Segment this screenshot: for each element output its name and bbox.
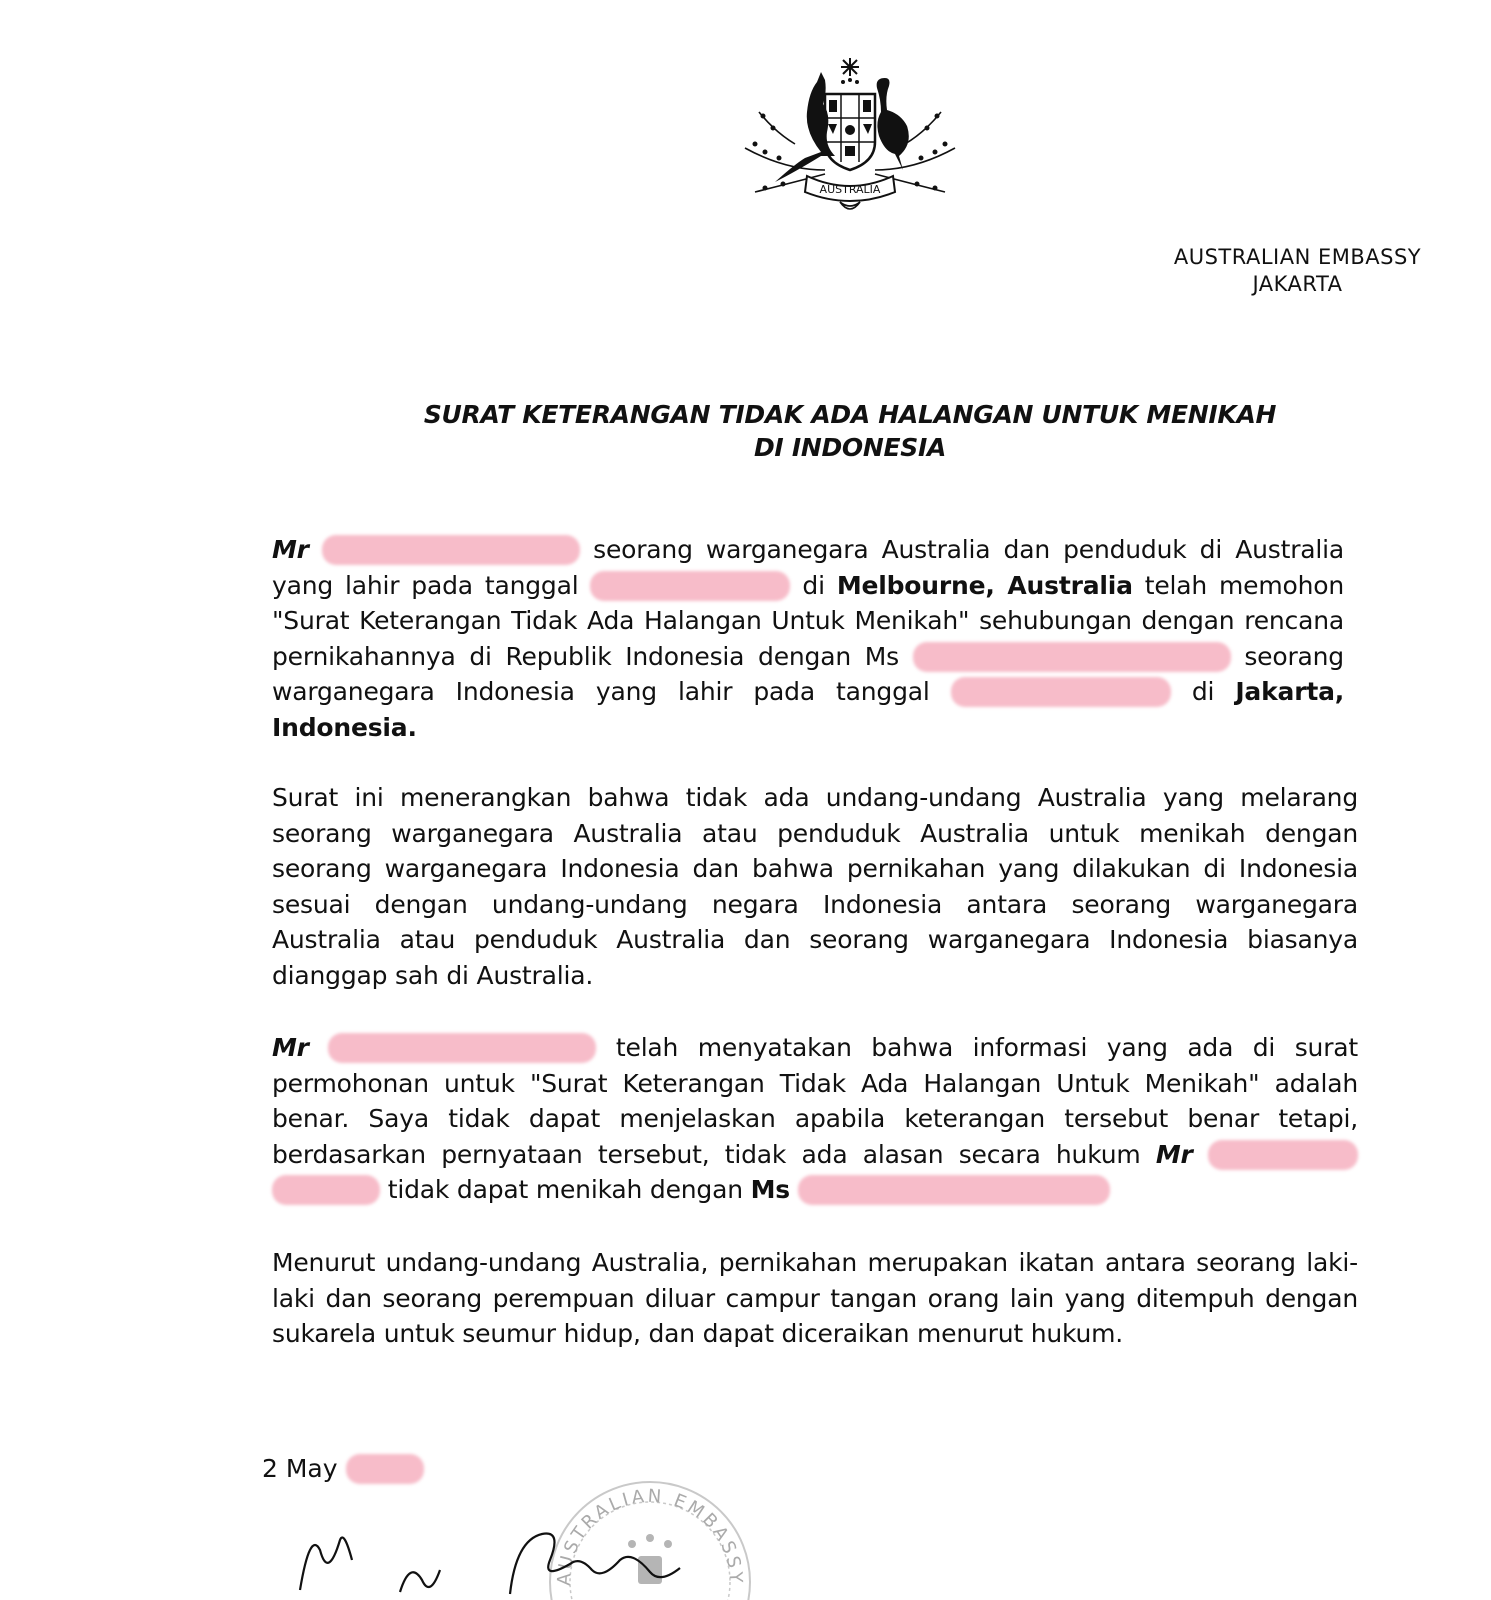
paragraph-1-text-4: seorang warganegara Indonesia yang lahir pada tanggal [272, 641, 1344, 706]
stamp-text: AUSTRALIAN EMBASSY [553, 1485, 747, 1587]
title-mr: Mr [272, 535, 309, 564]
redacted-name [322, 535, 580, 565]
paragraph-1 [272, 532, 1344, 745]
crest-motto: AUSTRALIA [819, 183, 881, 196]
birthplace-melbourne: Melbourne, Australia [836, 570, 1133, 600]
signature [280, 1520, 740, 1600]
paragraph-2: Surat ini menerangkan bahwa tidak ada undang-undang Australia yang melarang seorang warganegara Australia atau penduduk Australia untuk menikah dengan seorang warganegara Indonesia dan bahwa pernikahan yang dilakukan di Indonesia sesuai dengan undang-undang negara Indonesia antara seorang warganegara Australia atau penduduk Australia dan seorang warganegara Indonesia biasanya dianggap sah di Australia. [272, 783, 1358, 990]
embassy-name: AUSTRALIAN EMBASSY [1173, 245, 1422, 269]
coat-of-arms-logo [735, 52, 965, 220]
redacted-name [1208, 1140, 1358, 1170]
redacted-name [328, 1033, 596, 1063]
redacted-name [798, 1175, 1110, 1205]
paragraph-1-text-5: di [1191, 677, 1215, 706]
redacted-birthdate [590, 571, 790, 601]
paragraph-3-text-2: tidak dapat menikah dengan [387, 1175, 743, 1204]
paragraph-1-text-3: telah memohon "Surat Keterangan Tidak Ada Halangan Untuk Menikah" sehubungan dengan rencana pernikahannya di Republik Indonesia dengan Ms [272, 570, 1345, 671]
embassy-city: JAKARTA [1252, 272, 1343, 296]
paragraph-4: Menurut undang-undang Australia, pernikahan merupakan ikatan antara seorang laki-laki dan seorang perempuan diluar campur tangan orang lain yang ditempuh dengan sukarela untuk seumur hidup, dan dapat diceraikan menurut hukum. [272, 1248, 1358, 1348]
birthplace-jakarta: Jakarta, Indonesia. [272, 677, 1345, 742]
title-mr: Mr [1155, 1139, 1193, 1169]
date-text: 2 May [262, 1454, 338, 1483]
embassy-header [1150, 244, 1445, 298]
title-mr: Mr [272, 1033, 309, 1062]
redacted-name [272, 1175, 380, 1205]
paragraph-1-text-2: di [802, 570, 825, 600]
document-title [300, 398, 1400, 464]
redacted-year [346, 1454, 424, 1484]
redacted-name [913, 642, 1231, 672]
title-ms: Ms [750, 1175, 790, 1204]
title-line-1: SURAT KETERANGAN TIDAK ADA HALANGAN UNTUK MENIKAH [423, 400, 1277, 429]
paragraph-3-text-1: telah menyatakan bahwa informasi yang ada di surat permohonan untuk "Surat Keterangan Tidak Ada Halangan Untuk Menikah" adalah benar. Saya tidak dapat menjelaskan apabila keterangan tersebut benar tetapi, berdasarkan pernyataan tersebut, tidak ada alasan secara hukum [272, 1033, 1358, 1169]
redacted-birthdate [951, 677, 1171, 707]
paragraph-3 [272, 1030, 1358, 1208]
letter-date [262, 1454, 424, 1484]
paragraph-1-text-1: seorang warganegara Australia dan penduduk di Australia yang lahir pada tanggal [272, 535, 1345, 600]
title-line-2: DI INDONESIA [753, 433, 947, 462]
